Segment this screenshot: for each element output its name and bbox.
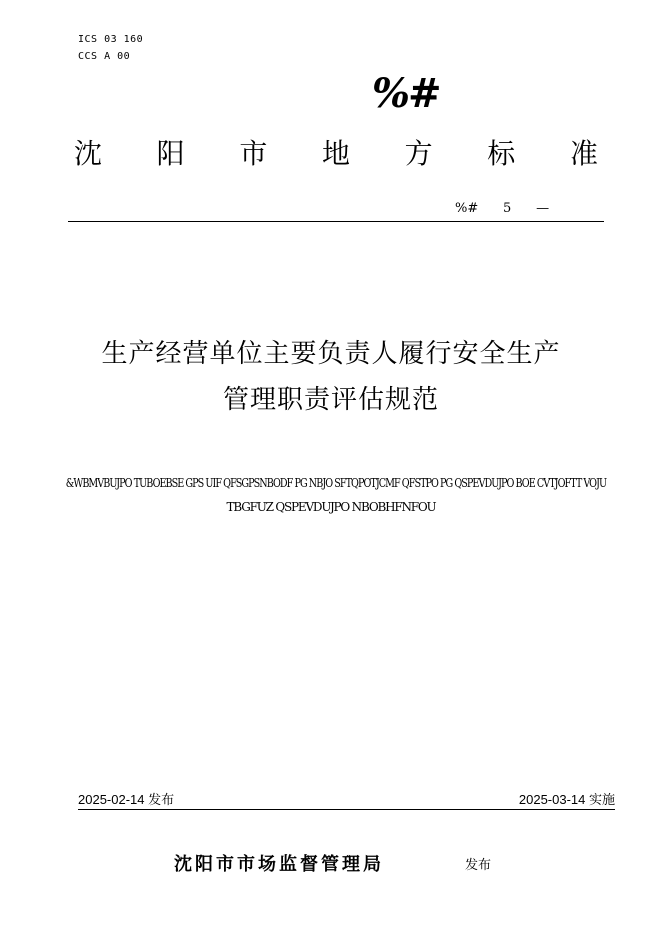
standard-type-char: 沈 <box>74 137 103 170</box>
implement-date: 2025-03-14 实施 <box>518 792 615 807</box>
footer-divider <box>78 809 615 810</box>
standard-type-char: 地 <box>321 137 350 170</box>
db-standard-mark: %# <box>372 70 440 117</box>
english-title-line-1: &WBMVBUJPO TUBOEBSE GPS UIF QFSGPSNBODF PG NBJO SFTQPOTJCMF QFSTPO PG QSPEVDUJPO BOE CVTJOFTT VOJU <box>65 476 607 490</box>
ics-code: ICS 03 160 <box>78 34 144 45</box>
standard-type-char: 标 <box>487 137 516 170</box>
publish-date: 2025-02-14 发布 <box>78 792 175 807</box>
standard-type-char: 市 <box>239 137 268 170</box>
standard-type-char: 阳 <box>156 137 185 170</box>
standard-type-char: 准 <box>569 137 598 170</box>
ccs-code: CCS A 00 <box>78 51 131 62</box>
issuing-action: 发布 <box>465 858 492 873</box>
document-title-line-2: 管理职责评估规范 <box>222 385 439 415</box>
standard-type-heading <box>74 134 598 174</box>
document-title-line-1: 生产经营单位主要负责人履行安全生产 <box>101 339 561 369</box>
english-title-line-2: TBGFUZ QSPEVDUJPO NBOBHFNFOU <box>226 500 436 514</box>
standard-number: %# 5 — <box>455 201 550 216</box>
standard-type-char: 方 <box>404 137 433 170</box>
issuing-authority: 沈阳市市场监督管理局 <box>174 854 384 875</box>
header-divider <box>68 221 604 222</box>
